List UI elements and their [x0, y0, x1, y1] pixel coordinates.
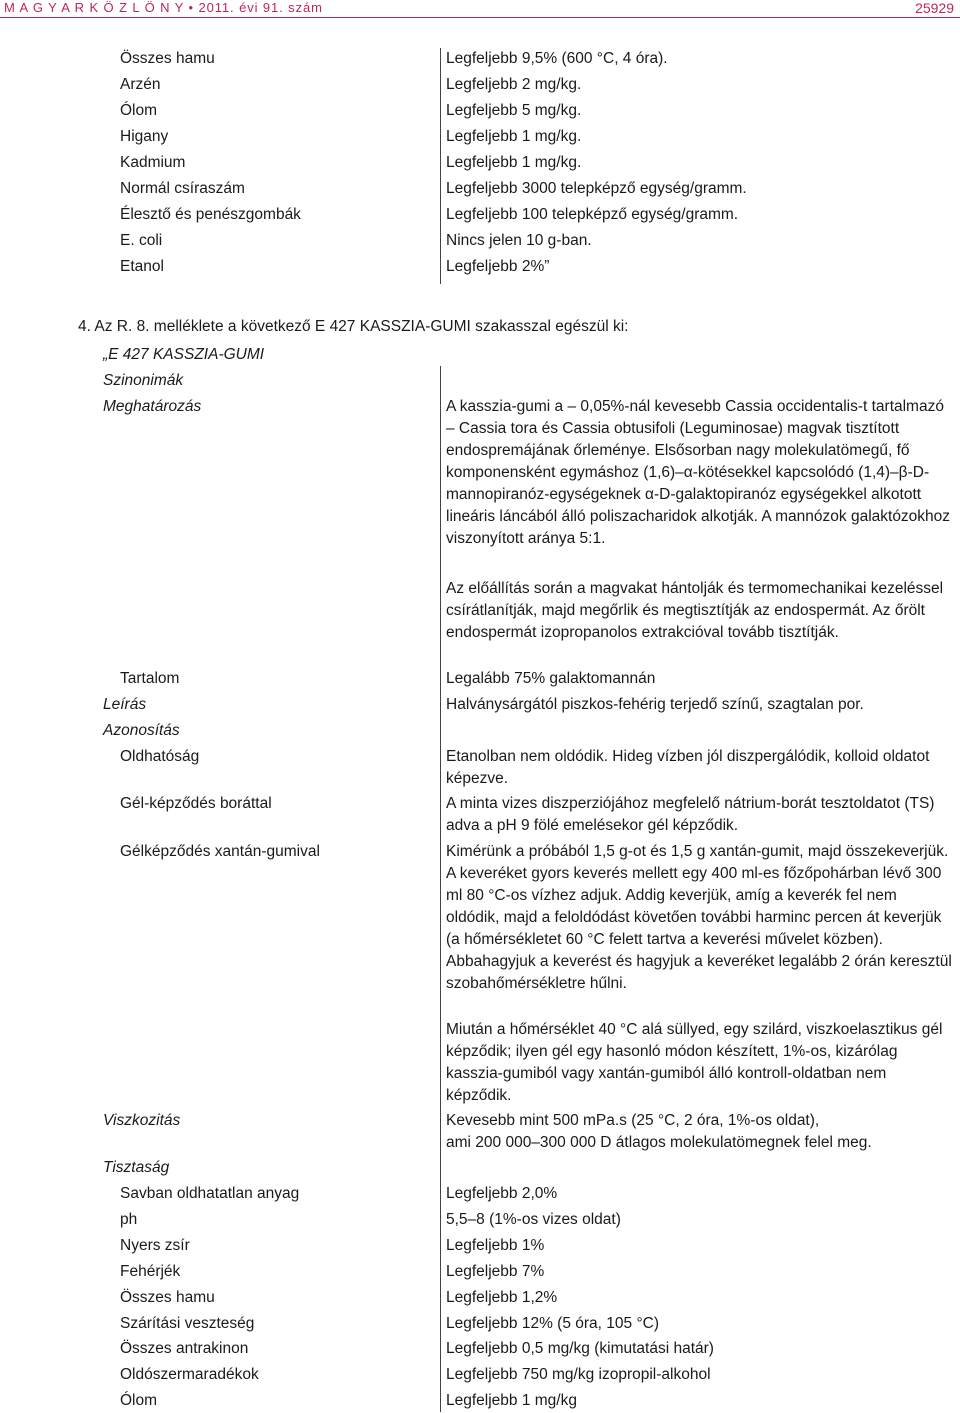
spec-table-divider: [440, 366, 441, 1412]
table-row-value: Legfeljebb 100 telepképző egység/gramm.: [446, 206, 739, 223]
spec-title: „E 427 KASSZIA-GUMI: [103, 346, 265, 363]
borate-value: A minta vizes diszperziójához megfelelő nátrium-borát tesztoldatot (TS) adva a pH 9 fölé emelésekor gél képződik.: [446, 795, 935, 834]
table-row-label: Kadmium: [120, 154, 186, 171]
purity-row-label: Ólom: [120, 1392, 158, 1409]
purity-label: Tisztaság: [103, 1159, 170, 1176]
production-text: Az előállítás során a magvakat hántolják és termomechanikai kezeléssel csírátlanítják, majd megőrlik és megtisztítják az endospermát. Az őrölt endospermát izopropanolos extrakcióval tovább tisztítják.: [446, 580, 944, 641]
table-row-label: E. coli: [120, 232, 163, 249]
table-row-label: Higany: [120, 128, 169, 145]
xanthan-text-2: Miután a hőmérséklet 40 °C alá süllyed, egy szilárd, viszkoelasztikus gél képződik; ilyen gél egy hasonló módon készített, 1%-os, kizárólag kasszia-gumiból vagy xantán-gumiból álló kontroll-oldatban nem képződik.: [446, 1021, 943, 1104]
purity-row-value: 5,5–8 (1%-os vizes oldat): [446, 1211, 621, 1228]
synonyms-label: Szinonimák: [103, 372, 184, 389]
table-row-value: Legfeljebb 2%”: [446, 258, 550, 275]
journal-title: M A G Y A R K Ö Z L Ö N Y • 2011. évi 91. szám: [4, 0, 323, 15]
table-row-label: Normál csíraszám: [120, 180, 245, 197]
table-row-value: Legfeljebb 3000 telepképző egység/gramm.: [446, 180, 747, 197]
borate-label: Gél-képződés boráttal: [120, 795, 272, 812]
purity-row-value: Legfeljebb 750 mg/kg izopropil-alkohol: [446, 1366, 711, 1383]
content-label: Tartalom: [120, 670, 180, 687]
section-intro: 4. Az R. 8. melléklete a következő E 427 KASSZIA-GUMI szakasszal egészül ki:: [78, 318, 629, 335]
top-table-divider: [440, 48, 441, 284]
definition-label: Meghatározás: [103, 398, 202, 415]
content-value: Legalább 75% galaktomannán: [446, 670, 656, 687]
purity-row-label: ph: [120, 1211, 138, 1228]
purity-row-value: Legfeljebb 2,0%: [446, 1185, 558, 1202]
page-header: [0, 0, 960, 18]
viscosity-value-1: Kevesebb mint 500 mPa.s (25 °C, 2 óra, 1%-os oldat),: [446, 1112, 820, 1129]
purity-row-value: Legfeljebb 0,5 mg/kg (kimutatási határ): [446, 1340, 714, 1357]
table-row-value: Legfeljebb 9,5% (600 °C, 4 óra).: [446, 50, 668, 67]
table-row-value: Legfeljebb 1 mg/kg.: [446, 154, 582, 171]
description-label: Leírás: [103, 696, 147, 713]
purity-row-value: Legfeljebb 1%: [446, 1237, 545, 1254]
purity-row-value: Legfeljebb 1,2%: [446, 1289, 558, 1306]
purity-row-label: Összes antrakinon: [120, 1340, 249, 1357]
table-row-label: Ólom: [120, 102, 158, 119]
description-value: Halványsárgától piszkos-fehérig terjedő színű, szagtalan por.: [446, 696, 864, 713]
purity-row-label: Fehérjék: [120, 1263, 181, 1280]
table-row-label: Összes hamu: [120, 50, 215, 67]
purity-row-label: Összes hamu: [120, 1289, 215, 1306]
purity-row-value: Legfeljebb 12% (5 óra, 105 °C): [446, 1315, 659, 1332]
purity-row-label: Nyers zsír: [120, 1237, 190, 1254]
table-row-value: Nincs jelen 10 g-ban.: [446, 232, 592, 249]
identification-label: Azonosítás: [103, 722, 180, 739]
purity-row-value: Legfeljebb 7%: [446, 1263, 545, 1280]
purity-row-label: Savban oldhatatlan anyag: [120, 1185, 300, 1202]
table-row-label: Etanol: [120, 258, 164, 275]
table-row-label: Arzén: [120, 76, 161, 93]
xanthan-text-1: Kimérünk a próbából 1,5 g-ot és 1,5 g xantán-gumit, majd összekeverjük. A keveréket gyors keverés mellett egy 400 ml-es főzőpohárban lévő 300 ml 80 °C-os vízhez adjuk. Addig keverjük, amíg a keverék fel nem oldódik, majd a feloldódást követően további harminc percen át keverjük (a hőmérsékletet 60 °C felett tartva a keverési művelet közben). Abbahagyjuk a keverést és hagyjuk a keveréket legalább 2 órán keresztül szobahőmérsékletre hűlni.: [446, 843, 952, 992]
table-row-value: Legfeljebb 5 mg/kg.: [446, 102, 582, 119]
xanthan-label: Gélképződés xantán-gumival: [120, 843, 320, 860]
purity-row-label: Szárítási veszteség: [120, 1315, 255, 1332]
header-rule: [0, 17, 960, 18]
page-number: 25929: [915, 0, 954, 16]
viscosity-value-2: ami 200 000–300 000 D átlagos molekulatömegnek felel meg.: [446, 1134, 872, 1151]
purity-row-label: Oldószermaradékok: [120, 1366, 259, 1383]
solubility-value: Etanolban nem oldódik. Hideg vízben jól diszpergálódik, kolloid oldatot képezve.: [446, 748, 930, 787]
table-row-label: Élesztő és penészgombák: [120, 206, 301, 223]
solubility-label: Oldhatóság: [120, 748, 200, 765]
purity-row-value: Legfeljebb 1 mg/kg: [446, 1392, 577, 1409]
definition-text: A kasszia-gumi a – 0,05%-nál kevesebb Cassia occidentalis-t tartalmazó – Cassia tora és Cassia obtusifoli (Leguminosae) magvak tisztított endospremájának őrleménye. Elsősorban nagy molekulatömegű, fő komponensként egymáshoz (1,6)–α-kötésekkel kapcsolódó (1,4)–β-D-mannopiranóz-egységeknek α-D-galaktopiranóz egységekkel alkotott lineáris láncából álló poliszacharidok alkotják. A mannózok galaktózokhoz viszonyított aránya 5:1.: [446, 398, 951, 547]
viscosity-label: Viszkozitás: [103, 1112, 181, 1129]
table-row-value: Legfeljebb 2 mg/kg.: [446, 76, 582, 93]
table-row-value: Legfeljebb 1 mg/kg.: [446, 128, 582, 145]
